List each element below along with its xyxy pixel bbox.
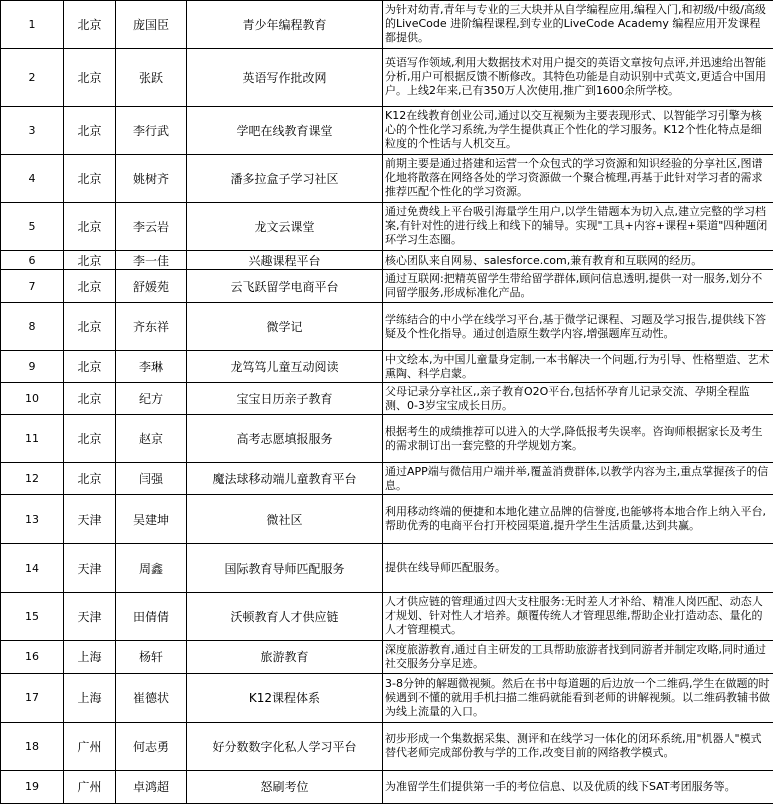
row-city-text: 北京 <box>77 123 102 138</box>
row-description-text: K12在线教育创业公司,通过以交互视频为主要表现形式、以智能学习引擎为核心的个性化学习系统,为学生提供真正个性化的学习服务。K12个性化特点是细粒度的个性话与人机交互。 <box>385 109 762 151</box>
row-city-text: 北京 <box>77 17 102 32</box>
row-project <box>187 270 383 303</box>
row-description-text: 学练结合的中小学在线学习平台,基于微学记课程、习题及学习报告,提供线下答疑及个性化指导。通过创造原生数学内容,增强题库互动性。 <box>385 312 766 340</box>
row-index-text: 5 <box>28 219 36 233</box>
row-description <box>383 544 773 593</box>
row-name-text: 李琳 <box>138 360 163 375</box>
row-project-text: 龙笃笃儿童互动阅读 <box>230 360 339 375</box>
row-city <box>64 495 116 544</box>
row-city <box>64 674 116 723</box>
row-name <box>116 351 187 383</box>
row-project <box>187 106 383 154</box>
row-description-text: 父母记录分享社区,,亲子教育O2O平台,包括怀孕育儿记录交流、孕期全程监测、0-3岁宝宝成长日历。 <box>385 384 750 412</box>
row-description <box>383 1 773 49</box>
row-name <box>116 303 187 351</box>
table-row <box>1 106 773 154</box>
row-name-text: 李一佳 <box>132 253 169 268</box>
row-project <box>187 251 383 270</box>
table-row <box>1 383 773 415</box>
row-name <box>116 495 187 544</box>
row-city <box>64 415 116 463</box>
table-row <box>1 495 773 544</box>
row-description-text: 初步形成一个集数据采集、测评和在线学习一体化的闭环系统,用"机器人"模式替代老师完成部份教与学的工作,改变目前的网络教学模式。 <box>385 732 762 760</box>
row-project <box>187 1 383 49</box>
row-project <box>187 48 383 106</box>
row-project <box>187 544 383 593</box>
row-name <box>116 674 187 723</box>
row-project-text: 微学记 <box>266 320 303 335</box>
row-name-text: 崔德状 <box>132 691 169 706</box>
row-description-text: 中文绘本,为中国儿童量身定制,一本书解决一个问题,行为引导、性格塑造、艺术熏陶、科学启蒙。 <box>385 352 770 380</box>
row-description <box>383 383 773 415</box>
row-project-text: 云飞跃留学电商平台 <box>230 279 339 294</box>
table-row <box>1 722 773 770</box>
table-row <box>1 544 773 593</box>
row-project <box>187 463 383 495</box>
row-name-text: 庞国臣 <box>132 17 169 32</box>
row-index-text: 11 <box>25 432 39 446</box>
row-project-text: 魔法球移动端儿童教育平台 <box>212 472 357 487</box>
row-description-text: 根据考生的成绩推荐可以进入的大学,降低报考失误率。咨询师根据家长及考生的需求制订出一套完整的升学规划方案。 <box>385 424 763 452</box>
row-index-text: 19 <box>25 780 39 794</box>
row-index-text: 16 <box>25 650 39 664</box>
table-row <box>1 48 773 106</box>
row-city-text: 北京 <box>77 472 102 487</box>
row-project-text: K12课程体系 <box>248 691 321 706</box>
row-index <box>1 640 64 673</box>
row-index-text: 15 <box>25 609 39 623</box>
table-row <box>1 154 773 202</box>
row-project <box>187 770 383 803</box>
table-row <box>1 463 773 495</box>
row-project-text: 国际教育导师匹配服务 <box>224 561 345 576</box>
row-name <box>116 1 187 49</box>
row-index-text: 4 <box>28 171 36 185</box>
row-index <box>1 154 64 202</box>
row-description-text: 为针对幼青,青年与专业的三大块并从自学编程应用,编程入门,和初级/中级/高级的LiveCode 进阶编程课程,到专业的LiveCode Academy 编程应用开发课程都提供。 <box>385 3 766 45</box>
table-row <box>1 303 773 351</box>
row-name <box>116 463 187 495</box>
row-project-text: 龙文云课堂 <box>254 219 315 234</box>
row-index-text: 3 <box>28 123 36 137</box>
row-name-text: 赵京 <box>138 432 163 447</box>
row-city <box>64 303 116 351</box>
table-row <box>1 1 773 49</box>
row-description-text: 前期主要是通过搭建和运营一个众包式的学习资源和知识经验的分享社区,图谱化地将散落在网络各处的学习资源做一个聚合梳理,再基于此针对学习者的需求推荐匹配个性化的学习资源。 <box>385 157 763 199</box>
row-name <box>116 383 187 415</box>
row-index-text: 14 <box>25 561 39 575</box>
row-project-text: 兴趣课程平台 <box>248 253 321 268</box>
row-index <box>1 48 64 106</box>
row-index-text: 17 <box>25 691 39 705</box>
row-city-text: 上海 <box>77 650 102 665</box>
row-name <box>116 270 187 303</box>
row-city-text: 北京 <box>77 253 102 268</box>
row-city <box>64 1 116 49</box>
table-row <box>1 415 773 463</box>
row-city <box>64 106 116 154</box>
row-project-text: 英语写作批改网 <box>242 70 327 85</box>
row-name <box>116 770 187 803</box>
row-name <box>116 154 187 202</box>
row-city-text: 天津 <box>77 561 102 576</box>
row-description <box>383 463 773 495</box>
row-city <box>64 251 116 270</box>
row-city <box>64 202 116 251</box>
row-name-text: 吴建坤 <box>132 512 169 527</box>
row-project-text: 学吧在线教育课堂 <box>236 123 333 138</box>
row-index <box>1 270 64 303</box>
row-city-text: 广州 <box>77 780 102 795</box>
row-city <box>64 640 116 673</box>
row-index-text: 12 <box>25 472 39 486</box>
row-project-text: 怒刷考位 <box>260 780 309 795</box>
row-description-text: 人才供应链的管理通过四大支柱服务:无时差人才补给、精准人岗匹配、动态人才规划、针对性人才培养。颠覆传统人才管理思维,帮助企业打造动态、量化的人才管理模式。 <box>385 595 763 637</box>
row-project-text: 高考志愿填报服务 <box>236 432 333 447</box>
row-description-text: 通过免费线上平台吸引海量学生用户,以学生错题本为切入点,建立完整的学习档案,有针对性的进行线上和线下的辅导。实现"工具+内容+课程+渠道"四种题闭环学习生态圈。 <box>385 205 768 247</box>
row-city <box>64 770 116 803</box>
row-index <box>1 495 64 544</box>
table-row <box>1 770 773 803</box>
row-name-text: 李云岩 <box>132 219 169 234</box>
row-project-text: 潘多拉盒子学习社区 <box>230 171 339 186</box>
row-project <box>187 495 383 544</box>
row-description <box>383 202 773 251</box>
row-description <box>383 251 773 270</box>
row-description-text: 通过互联网:把精英留学生带给留学群体,顾问信息透明,提供一对一服务,划分不同留学服务,形成标准化产品。 <box>385 272 763 300</box>
row-name-text: 何志勇 <box>132 739 169 754</box>
row-name-text: 李行武 <box>132 123 169 138</box>
row-description <box>383 495 773 544</box>
row-index-text: 9 <box>28 360 36 374</box>
row-project <box>187 415 383 463</box>
row-city-text: 北京 <box>77 360 102 375</box>
row-name <box>116 640 187 673</box>
row-name <box>116 48 187 106</box>
row-index-text: 7 <box>28 279 36 293</box>
row-project-text: 旅游教育 <box>260 650 309 665</box>
row-description <box>383 48 773 106</box>
row-project <box>187 674 383 723</box>
row-project <box>187 383 383 415</box>
row-description-text: 英语写作领域,利用大数据技术对用户提交的英语文章按句点评,并迅速给出智能分析,用户可根据反馈不断修改。其特色功能是自动识别中式英文,更适合中国用户。上线2年来,已有350万人次使用,推广到1600余所学校。 <box>385 56 766 98</box>
row-index-text: 13 <box>25 512 39 526</box>
row-project <box>187 303 383 351</box>
row-index <box>1 674 64 723</box>
row-description <box>383 770 773 803</box>
row-project-text: 沃顿教育人才供应链 <box>230 609 339 624</box>
row-index <box>1 463 64 495</box>
row-description <box>383 106 773 154</box>
table-row <box>1 351 773 383</box>
row-city-text: 上海 <box>77 691 102 706</box>
row-index-text: 6 <box>28 253 36 267</box>
table-row <box>1 270 773 303</box>
row-name <box>116 593 187 641</box>
row-name-text: 纪方 <box>138 392 163 407</box>
row-project <box>187 202 383 251</box>
row-index-text: 2 <box>28 70 36 84</box>
row-city-text: 北京 <box>77 171 102 186</box>
row-city <box>64 48 116 106</box>
row-index <box>1 1 64 49</box>
row-project <box>187 640 383 673</box>
row-index <box>1 770 64 803</box>
row-project <box>187 593 383 641</box>
row-description-text: 核心团队来自网易、salesforce.com,兼有教育和互联网的经历。 <box>385 253 703 267</box>
row-index <box>1 106 64 154</box>
row-name <box>116 202 187 251</box>
row-index <box>1 415 64 463</box>
table-row <box>1 593 773 641</box>
row-description-text: 利用移动终端的便捷和本地化建立品牌的信誉度,也能够将本地合作上纳入平台,帮助优秀的电商平台打开校园渠道,提升学生生活质量,达到共赢。 <box>385 505 766 533</box>
row-index-text: 10 <box>25 392 39 406</box>
row-index <box>1 202 64 251</box>
row-city <box>64 154 116 202</box>
row-city-text: 天津 <box>77 512 102 527</box>
row-name <box>116 106 187 154</box>
row-description <box>383 722 773 770</box>
row-city <box>64 593 116 641</box>
row-city <box>64 544 116 593</box>
row-city <box>64 722 116 770</box>
row-project-text: 微社区 <box>266 512 303 527</box>
row-city <box>64 351 116 383</box>
row-description <box>383 154 773 202</box>
row-description-text: 为准留学生们提供第一手的考位信息、以及优质的线下SAT考团服务等。 <box>385 779 736 793</box>
row-city-text: 北京 <box>77 279 102 294</box>
row-index <box>1 303 64 351</box>
row-description <box>383 593 773 641</box>
row-description <box>383 640 773 673</box>
project-table-body <box>1 1 773 804</box>
row-name <box>116 544 187 593</box>
row-project <box>187 154 383 202</box>
row-city <box>64 463 116 495</box>
row-name <box>116 415 187 463</box>
table-row <box>1 251 773 270</box>
row-index-text: 1 <box>28 17 36 31</box>
row-city-text: 广州 <box>77 739 102 754</box>
row-city-text: 天津 <box>77 609 102 624</box>
row-city <box>64 383 116 415</box>
row-name-text: 姚树齐 <box>132 171 169 186</box>
row-index <box>1 544 64 593</box>
row-project-text: 青少年编程教育 <box>242 17 327 32</box>
row-description-text: 3-8分钟的解题微视频。然后在书中每道题的后边放一个二维码,学生在做题的时候遇到不懂的就用手机扫描二维码就能看到老师的讲解视频。以二维码教辅书做为线上流量的入口。 <box>385 676 770 718</box>
row-city-text: 北京 <box>77 219 102 234</box>
row-name <box>116 722 187 770</box>
row-name-text: 田倩倩 <box>132 609 169 624</box>
row-name-text: 齐东祥 <box>132 320 169 335</box>
row-index-text: 8 <box>28 320 36 334</box>
table-row <box>1 640 773 673</box>
row-description <box>383 674 773 723</box>
row-index <box>1 593 64 641</box>
row-project <box>187 722 383 770</box>
row-city-text: 北京 <box>77 70 102 85</box>
row-index <box>1 383 64 415</box>
row-name-text: 周鑫 <box>138 561 163 576</box>
row-description-text: 通过APP端与微信用户端并举,覆盖消费群体,以教学内容为主,重点掌握孩子的信息。 <box>385 464 769 492</box>
row-name-text: 闫强 <box>138 472 163 487</box>
row-project <box>187 351 383 383</box>
table-row <box>1 674 773 723</box>
row-index <box>1 351 64 383</box>
row-index <box>1 722 64 770</box>
row-project-text: 宝宝日历亲子教育 <box>236 392 333 407</box>
row-city-text: 北京 <box>77 392 102 407</box>
row-name-text: 舒媛苑 <box>132 279 169 294</box>
row-city-text: 北京 <box>77 432 102 447</box>
row-name-text: 张跃 <box>138 70 163 85</box>
row-description-text: 深度旅游教育,通过自主研发的工具帮助旅游者找到同游者并制定攻略,同时通过社交服务分享足迹。 <box>385 642 766 670</box>
row-description <box>383 351 773 383</box>
row-index <box>1 251 64 270</box>
row-city <box>64 270 116 303</box>
row-index-text: 18 <box>25 739 39 753</box>
row-description <box>383 415 773 463</box>
row-description <box>383 303 773 351</box>
row-name-text: 卓鸿超 <box>132 780 169 795</box>
row-name-text: 杨轩 <box>138 650 163 665</box>
row-description-text: 提供在线导师匹配服务。 <box>385 561 506 575</box>
row-project-text: 好分数数字化私人学习平台 <box>212 739 357 754</box>
row-name <box>116 251 187 270</box>
row-city-text: 北京 <box>77 320 102 335</box>
table-row <box>1 202 773 251</box>
row-description <box>383 270 773 303</box>
